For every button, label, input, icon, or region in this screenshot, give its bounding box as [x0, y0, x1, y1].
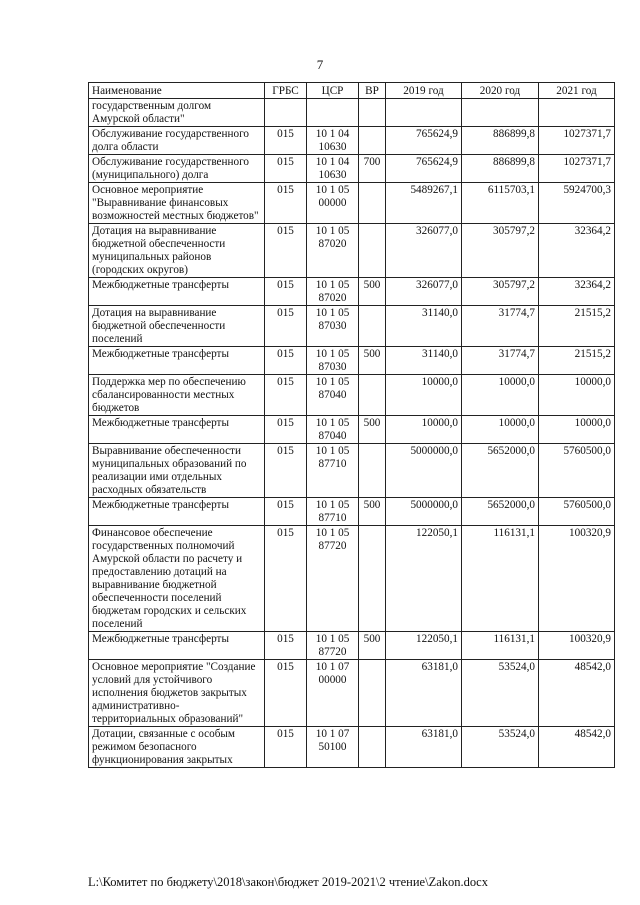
cell-grbs: 015 — [265, 727, 307, 768]
cell-vr — [359, 183, 386, 224]
table-row — [89, 727, 615, 768]
cell-2021: 5924700,3 — [539, 183, 615, 224]
header-csr: ЦСР — [307, 83, 359, 99]
cell-2021: 48542,0 — [539, 660, 615, 727]
cell-vr: 700 — [359, 155, 386, 183]
cell-2020 — [462, 99, 539, 127]
cell-vr: 500 — [359, 498, 386, 526]
cell-grbs: 015 — [265, 632, 307, 660]
cell-grbs: 015 — [265, 183, 307, 224]
cell-csr: 10 1 05 87710 — [307, 444, 359, 498]
cell-vr: 500 — [359, 347, 386, 375]
cell-2021: 32364,2 — [539, 278, 615, 306]
cell-grbs: 015 — [265, 347, 307, 375]
cell-csr: 10 1 05 87710 — [307, 498, 359, 526]
cell-2021: 10000,0 — [539, 375, 615, 416]
cell-name: Межбюджетные трансферты — [89, 347, 265, 375]
cell-2021: 100320,9 — [539, 526, 615, 632]
cell-2019: 765624,9 — [386, 127, 462, 155]
cell-2020: 116131,1 — [462, 526, 539, 632]
cell-2019: 326077,0 — [386, 278, 462, 306]
table-header-row — [89, 83, 615, 99]
table-row — [89, 347, 615, 375]
cell-name: Дотация на выравнивание бюджетной обеспеченности муниципальных районов (городских округов) — [89, 224, 265, 278]
table-row — [89, 99, 615, 127]
cell-vr — [359, 660, 386, 727]
cell-grbs: 015 — [265, 155, 307, 183]
cell-csr: 10 1 05 87040 — [307, 375, 359, 416]
cell-2021: 48542,0 — [539, 727, 615, 768]
cell-vr — [359, 727, 386, 768]
cell-2021: 1027371,7 — [539, 127, 615, 155]
cell-name: Выравнивание обеспеченности муниципальных образований по реализации ими отдельных расходных обязательств — [89, 444, 265, 498]
table-row — [89, 278, 615, 306]
cell-2021: 32364,2 — [539, 224, 615, 278]
cell-2019: 5000000,0 — [386, 498, 462, 526]
table-row — [89, 224, 615, 278]
cell-2020: 31774,7 — [462, 306, 539, 347]
table-row — [89, 127, 615, 155]
cell-csr: 10 1 07 50100 — [307, 727, 359, 768]
cell-2021: 5760500,0 — [539, 498, 615, 526]
header-2019: 2019 год — [386, 83, 462, 99]
cell-2021: 100320,9 — [539, 632, 615, 660]
cell-name: Основное мероприятие "Создание условий для устойчивого исполнения бюджетов закрытых административно-территориальных образований" — [89, 660, 265, 727]
cell-2020: 31774,7 — [462, 347, 539, 375]
cell-name: Межбюджетные трансферты — [89, 278, 265, 306]
cell-2020: 10000,0 — [462, 416, 539, 444]
cell-name: Поддержка мер по обеспечению сбалансированности местных бюджетов — [89, 375, 265, 416]
cell-2020: 5652000,0 — [462, 444, 539, 498]
cell-2020: 305797,2 — [462, 224, 539, 278]
table-row — [89, 416, 615, 444]
table-row — [89, 444, 615, 498]
table-row — [89, 306, 615, 347]
header-grbs: ГРБС — [265, 83, 307, 99]
cell-vr — [359, 526, 386, 632]
cell-name: Обслуживание государственного долга области — [89, 127, 265, 155]
table-row — [89, 632, 615, 660]
cell-2019: 122050,1 — [386, 526, 462, 632]
cell-vr: 500 — [359, 632, 386, 660]
cell-csr: 10 1 05 00000 — [307, 183, 359, 224]
cell-2019: 10000,0 — [386, 416, 462, 444]
cell-csr: 10 1 05 87720 — [307, 632, 359, 660]
cell-2021: 5760500,0 — [539, 444, 615, 498]
cell-grbs: 015 — [265, 224, 307, 278]
cell-grbs: 015 — [265, 416, 307, 444]
cell-2020: 10000,0 — [462, 375, 539, 416]
cell-grbs: 015 — [265, 278, 307, 306]
cell-2019: 5489267,1 — [386, 183, 462, 224]
cell-2021: 21515,2 — [539, 347, 615, 375]
cell-csr: 10 1 04 10630 — [307, 127, 359, 155]
cell-grbs: 015 — [265, 444, 307, 498]
cell-2019: 326077,0 — [386, 224, 462, 278]
table-row — [89, 526, 615, 632]
table-row — [89, 375, 615, 416]
cell-name: Финансовое обеспечение государственных полномочий Амурской области по расчету и предоставлению дотаций на выравнивание бюджетной обеспеченности поселений бюджетам городских и сельских поселений — [89, 526, 265, 632]
header-name: Наименование — [89, 83, 265, 99]
cell-2019: 63181,0 — [386, 727, 462, 768]
cell-name: Дотация на выравнивание бюджетной обеспеченности поселений — [89, 306, 265, 347]
cell-2019: 5000000,0 — [386, 444, 462, 498]
cell-2020: 886899,8 — [462, 127, 539, 155]
cell-vr: 500 — [359, 278, 386, 306]
cell-grbs: 015 — [265, 127, 307, 155]
cell-csr: 10 1 05 87020 — [307, 224, 359, 278]
cell-2021: 21515,2 — [539, 306, 615, 347]
cell-2020: 6115703,1 — [462, 183, 539, 224]
cell-csr: 10 1 05 87020 — [307, 278, 359, 306]
cell-2019: 122050,1 — [386, 632, 462, 660]
cell-2020: 5652000,0 — [462, 498, 539, 526]
cell-csr: 10 1 05 87030 — [307, 306, 359, 347]
cell-2020: 53524,0 — [462, 727, 539, 768]
cell-name: Основное мероприятие "Выравнивание финансовых возможностей местных бюджетов" — [89, 183, 265, 224]
cell-csr: 10 1 04 10630 — [307, 155, 359, 183]
cell-grbs: 015 — [265, 526, 307, 632]
cell-vr: 500 — [359, 416, 386, 444]
cell-vr — [359, 444, 386, 498]
cell-grbs: 015 — [265, 375, 307, 416]
table-row — [89, 498, 615, 526]
cell-2019: 765624,9 — [386, 155, 462, 183]
cell-csr: 10 1 05 87720 — [307, 526, 359, 632]
cell-2020: 305797,2 — [462, 278, 539, 306]
cell-2020: 116131,1 — [462, 632, 539, 660]
cell-vr — [359, 306, 386, 347]
page-number: 7 — [316, 57, 324, 72]
cell-grbs: 015 — [265, 660, 307, 727]
cell-grbs — [265, 99, 307, 127]
cell-2021: 1027371,7 — [539, 155, 615, 183]
cell-name: государственным долгом Амурской области" — [89, 99, 265, 127]
cell-vr — [359, 127, 386, 155]
cell-vr — [359, 99, 386, 127]
cell-2019: 31140,0 — [386, 306, 462, 347]
cell-name: Межбюджетные трансферты — [89, 632, 265, 660]
cell-csr — [307, 99, 359, 127]
footer-file-path: L:\Комитет по бюджету\2018\закон\бюджет 2019-2021\2 чтение\Zakon.docx — [88, 875, 488, 889]
cell-2021: 10000,0 — [539, 416, 615, 444]
cell-2019: 31140,0 — [386, 347, 462, 375]
header-2020: 2020 год — [462, 83, 539, 99]
table-row — [89, 183, 615, 224]
cell-vr — [359, 224, 386, 278]
cell-2020: 886899,8 — [462, 155, 539, 183]
budget-table — [88, 82, 615, 768]
cell-name: Обслуживание государственного (муниципального) долга — [89, 155, 265, 183]
cell-name: Межбюджетные трансферты — [89, 498, 265, 526]
cell-2019: 10000,0 — [386, 375, 462, 416]
cell-grbs: 015 — [265, 498, 307, 526]
cell-2021 — [539, 99, 615, 127]
cell-2019: 63181,0 — [386, 660, 462, 727]
cell-2020: 53524,0 — [462, 660, 539, 727]
cell-grbs: 015 — [265, 306, 307, 347]
header-vr: ВР — [359, 83, 386, 99]
cell-csr: 10 1 05 87030 — [307, 347, 359, 375]
cell-csr: 10 1 05 87040 — [307, 416, 359, 444]
cell-2019 — [386, 99, 462, 127]
table-row — [89, 660, 615, 727]
cell-name: Дотации, связанные с особым режимом безопасного функционирования закрытых — [89, 727, 265, 768]
header-2021: 2021 год — [539, 83, 615, 99]
cell-name: Межбюджетные трансферты — [89, 416, 265, 444]
cell-csr: 10 1 07 00000 — [307, 660, 359, 727]
cell-vr — [359, 375, 386, 416]
table-row — [89, 155, 615, 183]
